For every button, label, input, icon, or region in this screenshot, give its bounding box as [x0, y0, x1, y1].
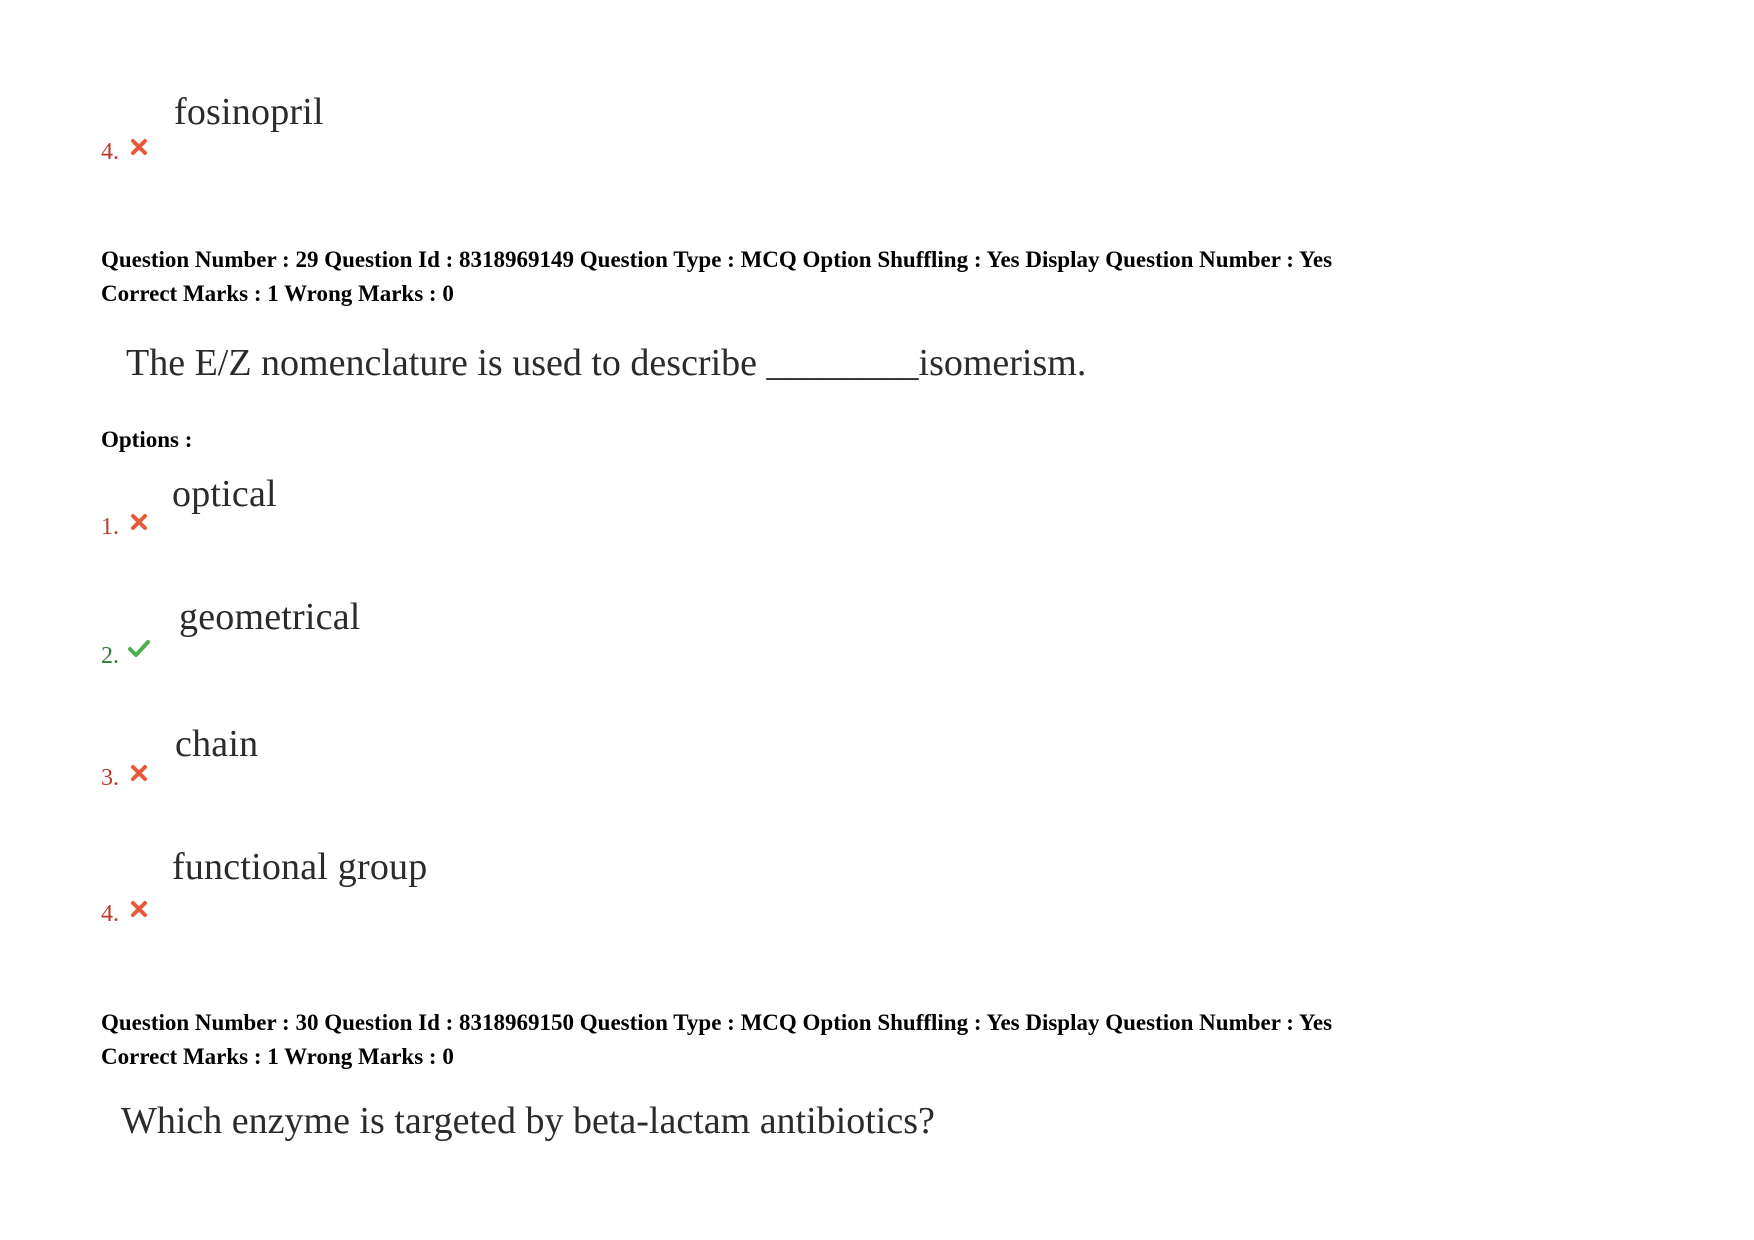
cross-icon	[129, 137, 149, 157]
question-marks: Correct Marks : 1 Wrong Marks : 0	[101, 281, 454, 306]
question-meta: Question Number : 29 Question Id : 8318969149 Question Type : MCQ Option Shuffling : Yes Display Question Number : Yes	[101, 247, 1333, 272]
question-text: Which enzyme is targeted by beta-lactam antibiotics?	[121, 1100, 935, 1142]
option-number: 3.	[101, 765, 119, 791]
option-text: optical	[172, 473, 277, 515]
option-text: geometrical	[179, 596, 361, 638]
question-text: The E/Z nomenclature is used to describe ________isomerism.	[126, 342, 1087, 384]
cross-icon	[129, 763, 149, 783]
options-label: Options :	[101, 427, 193, 452]
option-text: functional group	[172, 846, 428, 888]
option-number: 1.	[101, 514, 119, 540]
question-marks: Correct Marks : 1 Wrong Marks : 0	[101, 1044, 454, 1069]
cross-icon	[129, 899, 149, 919]
option-number: 4.	[101, 139, 119, 165]
option-number: 4.	[101, 901, 119, 927]
cross-icon	[129, 512, 149, 532]
question-meta: Question Number : 30 Question Id : 8318969150 Question Type : MCQ Option Shuffling : Yes Display Question Number : Yes	[101, 1010, 1333, 1035]
option-text: fosinopril	[174, 91, 324, 133]
check-icon	[127, 638, 151, 658]
option-text: chain	[175, 723, 259, 765]
option-number: 2.	[101, 643, 119, 669]
